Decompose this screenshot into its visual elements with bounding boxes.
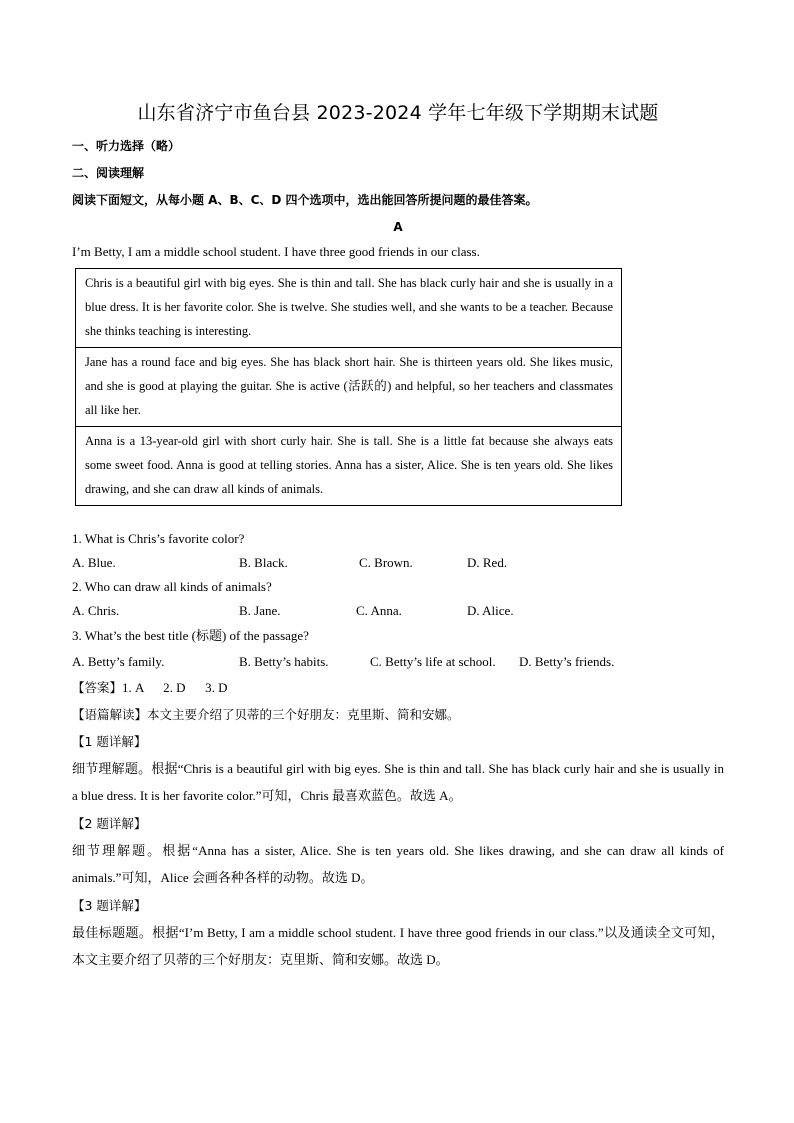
section-listening: 一、听力选择（略） [72,139,181,153]
q3-option-c: C. Betty’s life at school. [370,654,496,669]
passage-intro: I’m Betty, I am a middle school student. I have three good friends in our class. [72,244,480,259]
question-1: 1. What is Chris’s favorite color? [72,531,245,546]
q3-option-b: B. Betty’s habits. [239,654,329,669]
answer-values: 1. A 2. D 3. D [122,680,228,695]
friend-cell-chris: Chris is a beautiful girl with big eyes. She is thin and tall. She has black curly hair and she is usually in a blue dress. It is her favorite color. She is twelve. She studies well, and she wants to be a teacher. Because she thinks teaching is interesting. [76,269,621,348]
instruction: 阅读下面短文，从每小题 A、B、C、D 四个选项中，选出能回答所提问题的最佳答案。 [72,193,538,207]
question-3: 3. What’s the best title (标题) of the passage? [72,628,309,643]
q1-option-c: C. Brown. [359,555,413,570]
detail-3-label: 【3 题详解】 [72,898,147,913]
friend-cell-anna: Anna is a 13-year-old girl with short curly hair. She is tall. She is a little fat because she always eats some sweet food. Anna is good at telling stories. Anna has a sister, Alice. She is ten years old. She likes drawing, and she can draw all kinds of animals. [85,434,613,496]
detail-1-label: 【1 题详解】 [72,734,147,749]
detail-3-text: 最佳标题题。根据“I’m Betty, I am a middle school student. I have three good friends in our class.”以及通读全文可知，本文主要介绍了贝蒂的三个好朋友：克里斯、简和安娜。故选 D。 [72,925,724,967]
q2-option-a: A. Chris. [72,603,120,618]
answer-label: 【答案】 [72,680,123,695]
q3-option-d: D. Betty’s friends. [519,654,615,669]
detail-2-label: 【2 题详解】 [72,816,147,831]
q1-option-d: D. Red. [467,555,508,570]
summary-line [72,707,460,723]
summary-text: 本文主要介绍了贝蒂的三个好朋友：克里斯、简和安娜。 [147,707,460,722]
q2-option-c: C. Anna. [356,603,402,618]
section-reading: 二、阅读理解 [72,166,145,180]
q3-option-a: A. Betty’s family. [72,654,165,669]
answer-line [72,680,227,696]
friend-cell-jane: Jane has a round face and big eyes. She has black short hair. She is thirteen years old. She likes music, and she is good at playing the guitar. She is active (活跃的) and helpful, so her teachers and classmates all like her. [76,348,621,427]
q2-option-d: D. Alice. [467,603,514,618]
q2-option-b: B. Jane. [239,603,281,618]
summary-label: 【语篇解读】 [72,707,148,722]
question-2: 2. Who can draw all kinds of animals? [72,579,272,594]
friends-table [75,268,622,506]
q1-option-a: A. Blue. [72,555,116,570]
detail-1-text: 细节理解题。根据“Chris is a beautiful girl with big eyes. She is thin and tall. She has black curly hair and she is usually in a blue dress. It is her favorite color.”可知，Chris 最喜欢蓝色。故选 A。 [72,761,724,803]
page-title: 山东省济宁市鱼台县 2023-2024 学年七年级下学期期末试题 [137,102,659,124]
passage-label: A [393,220,403,234]
detail-2-text: 细节理解题。根据“Anna has a sister, Alice. She is ten years old. She likes drawing, and she can draw all kinds of animals.”可知，Alice 会画各种各样的动物。故选 D。 [72,843,724,885]
q1-option-b: B. Black. [239,555,288,570]
